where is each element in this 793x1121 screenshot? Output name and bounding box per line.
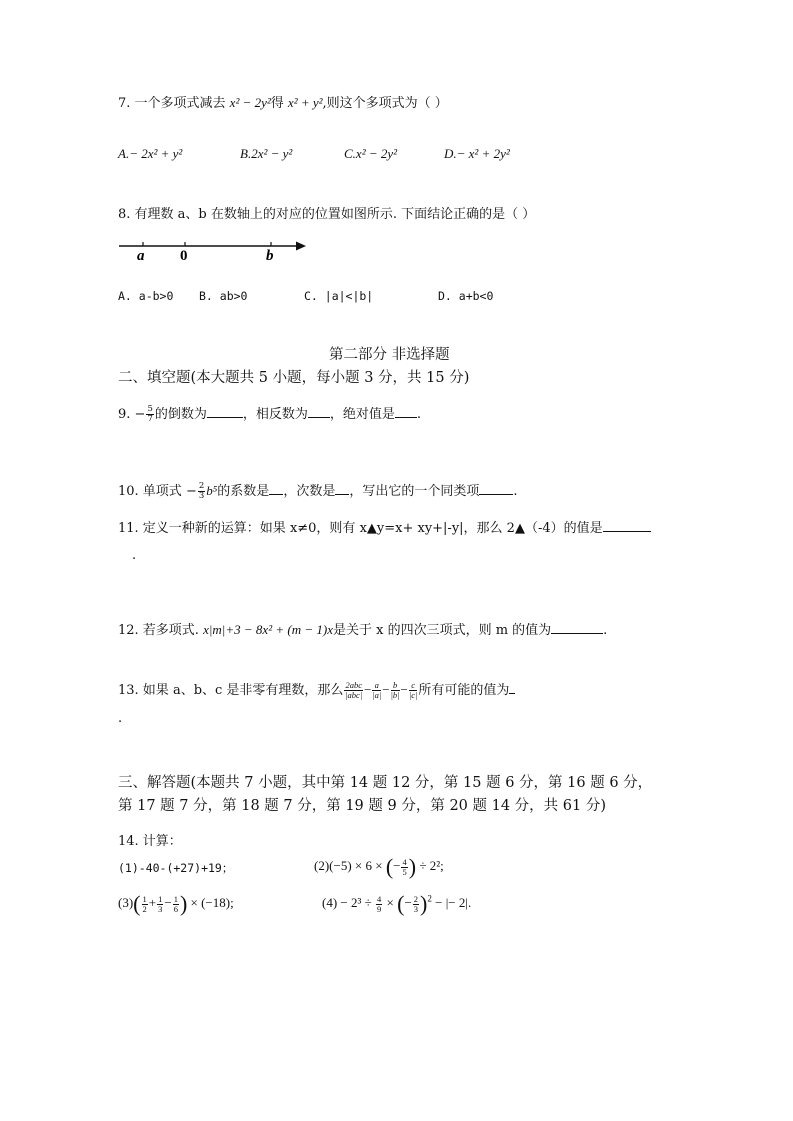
q14-p4-f2-den: 3 bbox=[413, 903, 419, 914]
q10-t4: . bbox=[513, 484, 518, 499]
q8-option-d[interactable]: D. a+b<0 bbox=[438, 289, 494, 303]
q7-option-c[interactable]: C.x² − 2y² bbox=[344, 146, 398, 161]
q10-frac-num: 2 bbox=[198, 481, 205, 491]
q11-blank[interactable] bbox=[603, 518, 651, 532]
axis-label-zero: 0 bbox=[180, 248, 188, 264]
q7-option-d[interactable]: D.− x² + 2y² bbox=[444, 146, 510, 161]
q14-p4-f1-den: 9 bbox=[377, 903, 382, 914]
q14-title: 14. 计算： bbox=[118, 834, 182, 849]
q8-option-a[interactable]: A. a-b>0 bbox=[118, 289, 174, 303]
part2-section-title: 二、填空题(本大题共 5 小题，每小题 3 分，共 15 分) bbox=[118, 370, 470, 386]
q10-blank-like-term[interactable] bbox=[479, 481, 513, 495]
q14-p4-f2-num: 2 bbox=[413, 893, 419, 904]
q14-p4-a: (4) − 2³ ÷ bbox=[322, 895, 376, 910]
q7-text-b: 得 bbox=[270, 96, 288, 111]
q8-option-c[interactable]: C. |a|<|b| bbox=[304, 289, 374, 303]
q9-t3: ，绝对值是 bbox=[329, 407, 395, 422]
q10-t3: ，写出它的一个同类项 bbox=[349, 484, 480, 499]
q13: 13. 如果 a、b、c 是非零有理数，那么 $\frac{\text{2abc}}{\text{|abc|}}$ − $\frac{a}{|a|}$ − $\frac{b}{|b|}$ − $\frac{c}{|c|}$ 所有可能的值为 bbox=[118, 680, 515, 700]
q9-t1: 的倒数为 bbox=[154, 407, 207, 422]
q11-text: 11. 定义一种新的运算：如果 x≠0，则有 x▲y=x+ xy+|-y|，那么 2▲（-4）的值是 bbox=[118, 521, 603, 536]
q14-p3-f2-den: 3 bbox=[158, 903, 163, 914]
q14-p3-f3-num: 1 bbox=[173, 893, 178, 904]
q10-blank-coefficient[interactable] bbox=[269, 481, 283, 495]
q9-frac-den: 7 bbox=[147, 414, 153, 424]
q14-p2-b: ÷ 2²; bbox=[416, 858, 444, 873]
q7-option-b[interactable]: B.2x² − y² bbox=[240, 146, 293, 161]
q13-t0: 13. 如果 a、b、c 是非零有理数，那么 bbox=[118, 683, 344, 698]
q8-stem: 8. 有理数 a、b 在数轴上的对应的位置如图所示. 下面结论正确的是（ ） bbox=[118, 207, 536, 222]
q14-p3-f1-num: 1 bbox=[142, 893, 147, 904]
q14-p2-frac-den: 5 bbox=[402, 866, 407, 877]
q14-p3-frac-2 bbox=[157, 895, 163, 914]
q13-f3-num: b bbox=[391, 681, 400, 691]
q14-p3-f1-den: 2 bbox=[142, 903, 147, 914]
q9-t4: . bbox=[416, 407, 422, 422]
q7-text-a: 7. 一个多项式减去 bbox=[118, 96, 230, 111]
q14-p4-b: × bbox=[383, 895, 398, 910]
q13-f2-num: a bbox=[372, 681, 381, 691]
q13-t1: 所有可能的值为 bbox=[418, 683, 510, 698]
q9-num: 9. − bbox=[118, 407, 146, 422]
q13-f3-den: |b| bbox=[390, 690, 400, 700]
q13-f4-num: c bbox=[409, 681, 417, 691]
q14-p3-frac-1 bbox=[142, 895, 148, 914]
q10-fraction bbox=[198, 482, 205, 501]
part3-title-line2: 第 17 题 7 分，第 18 题 7 分，第 19 题 9 分，第 20 题 14 分，共 61 分) bbox=[118, 798, 606, 814]
q13-frac-1 bbox=[344, 681, 363, 700]
q14-p3-a: (3) bbox=[118, 895, 134, 910]
q9-frac-num: 5 bbox=[147, 404, 153, 414]
number-line bbox=[116, 236, 316, 266]
q12-t1: 是关于 x 的四次三项式，则 m 的值为 bbox=[332, 623, 552, 638]
q9-t2: ，相反数为 bbox=[242, 407, 308, 422]
axis-label-a: a bbox=[137, 248, 145, 264]
q7-expr1: x² − 2y² bbox=[229, 95, 271, 110]
q12-t2: . bbox=[603, 623, 608, 638]
part3-title-line1: 三、解答题(本题共 7 小题，其中第 14 题 12 分，第 15 题 6 分，第 16 题 6 分， bbox=[118, 775, 653, 791]
q14-part3: (3)( $\frac{1}{2}$ + $\frac{1}{3}$ − $\frac{1}{6}$ ) × (−18); bbox=[118, 891, 234, 917]
q7-option-a[interactable]: A.− 2x² + y² bbox=[118, 146, 183, 161]
q14-part1: (1)-40-(+27)+19； bbox=[118, 861, 234, 875]
q10-blank-degree[interactable] bbox=[335, 481, 349, 495]
q14-p3-f2-num: 1 bbox=[158, 893, 163, 904]
q13-frac-2 bbox=[372, 681, 381, 700]
q10-t0: 10. 单项式 − bbox=[118, 484, 197, 499]
part2-heading: 第二部分 非选择题 bbox=[329, 347, 450, 363]
q14-p4-c: − |− 2|. bbox=[431, 895, 472, 910]
q13-f2-den: |a| bbox=[372, 690, 382, 700]
q12-expr: x|m|+3 − 8x² + (m − 1)x bbox=[203, 622, 333, 637]
q13-f4-den: |c| bbox=[408, 690, 418, 700]
q9-blank-opposite[interactable] bbox=[308, 404, 330, 418]
q9 bbox=[118, 404, 421, 424]
q14-p3-f3-den: 6 bbox=[173, 903, 178, 914]
q11-line1 bbox=[118, 518, 651, 538]
q14-p2-fraction bbox=[401, 858, 407, 877]
q14-part2: (2)(−5) × 6 × (− $\frac{4}{5}$ ) ÷ 2²; bbox=[314, 854, 444, 880]
q12-blank[interactable] bbox=[551, 620, 603, 634]
q8-option-b[interactable]: B. ab>0 bbox=[199, 289, 248, 303]
q14-p2-a: (2)(−5) × 6 × bbox=[314, 858, 386, 873]
q7-expr2: x² + y² bbox=[287, 95, 323, 110]
q13-frac-4 bbox=[409, 681, 417, 700]
q13-blank[interactable] bbox=[509, 680, 515, 694]
q14-p4-frac-1 bbox=[376, 895, 382, 914]
q13-f1-den: |abc| bbox=[345, 690, 363, 700]
q9-fraction bbox=[146, 405, 153, 424]
axis-label-b: b bbox=[266, 248, 274, 264]
q12-t0: 12. 若多项式. bbox=[118, 623, 204, 638]
q10 bbox=[118, 481, 517, 501]
q10-t1: 的系数是 bbox=[217, 484, 270, 499]
q7-text-c: ,则这个多项式为（ ） bbox=[322, 96, 448, 111]
q14-part4: (4) − 2³ ÷ $\frac{4}{9}$ × (− $\frac{2}{3}$ )$^2$ − |− 2|. bbox=[322, 891, 472, 917]
q9-blank-reciprocal[interactable] bbox=[207, 404, 243, 418]
q7-stem bbox=[118, 94, 448, 113]
q10-t2: ，次数是 bbox=[283, 484, 336, 499]
q12 bbox=[118, 620, 607, 640]
q13-frac-3 bbox=[391, 681, 400, 700]
q14-p2-frac-num: 4 bbox=[402, 856, 407, 867]
q13-line2: . bbox=[118, 711, 123, 726]
q10-frac-den: 3 bbox=[198, 491, 205, 501]
number-line-arrow-icon bbox=[296, 242, 306, 251]
q14-p3-frac-3 bbox=[173, 895, 179, 914]
q14-p3-b: × (−18); bbox=[187, 895, 234, 910]
q11-line2: . bbox=[132, 548, 137, 563]
q14-p4-f1-num: 4 bbox=[377, 893, 382, 904]
q10-var: b⁵ bbox=[206, 483, 218, 498]
q14-p4-frac-2 bbox=[413, 895, 419, 914]
q13-f1-num: 2abc bbox=[345, 680, 362, 690]
q9-blank-absolute[interactable] bbox=[395, 404, 417, 418]
